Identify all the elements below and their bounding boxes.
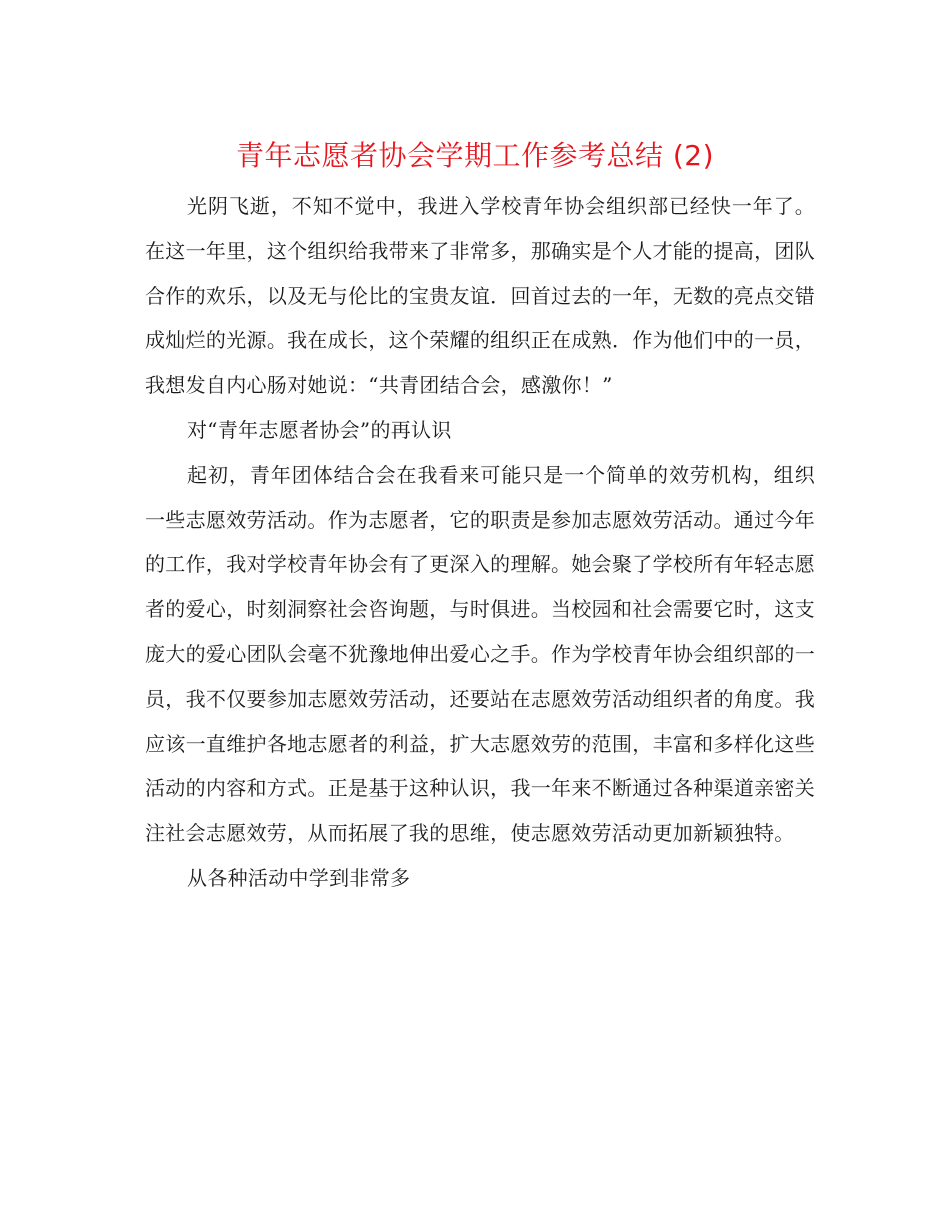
paragraph-intro: 光阴飞逝，不知不觉中，我进入学校青年协会组织部已经快一年了。在这一年里，这个组织给我带来了非常多，那确实是个人才能的提高，团队合作的欢乐，以及无与伦比的宝贵友谊．回首过去的一年，无数的亮点交错成灿烂的光源。我在成长，这个荣耀的组织正在成熟．作为他们中的一员，我想发自内心肠对她说：“共青团结合会，感激你！” — [145, 194, 815, 398]
paragraph-reunderstanding: 起初，青年团体结合会在我看来可能只是一个简单的效劳机构，组织一些志愿效劳活动。作为志愿者，它的职责是参加志愿效劳活动。通过今年的工作，我对学校青年协会有了更深入的理解。她会聚了学校所有年轻志愿者的爱心，时刻洞察社会咨询题，与时俱进。当校园和社会需要它时，这支庞大的爱心团队会毫不犹豫地伸出爱心之手。作为学校青年协会组织部的一员，我不仅要参加志愿效劳活动，还要站在志愿效劳活动组织者的角度。我应该一直维护各地志愿者的利益，扩大志愿效劳的范围，丰富和多样化这些活动的内容和方式。正是基于这种认识，我一年来不断通过各种渠道亲密关注社会志愿效劳，从而拓展了我的思维，使志愿效劳活动更加新颖独特。 — [145, 462, 815, 846]
document-title: 青年志愿者协会学期工作参考总结 (2) — [235, 139, 715, 172]
document-body — [145, 184, 815, 901]
section-heading-reunderstanding: 对“青年志愿者协会”的再认识 — [187, 417, 452, 442]
section-heading-learning: 从各种活动中学到非常多 — [187, 865, 411, 890]
